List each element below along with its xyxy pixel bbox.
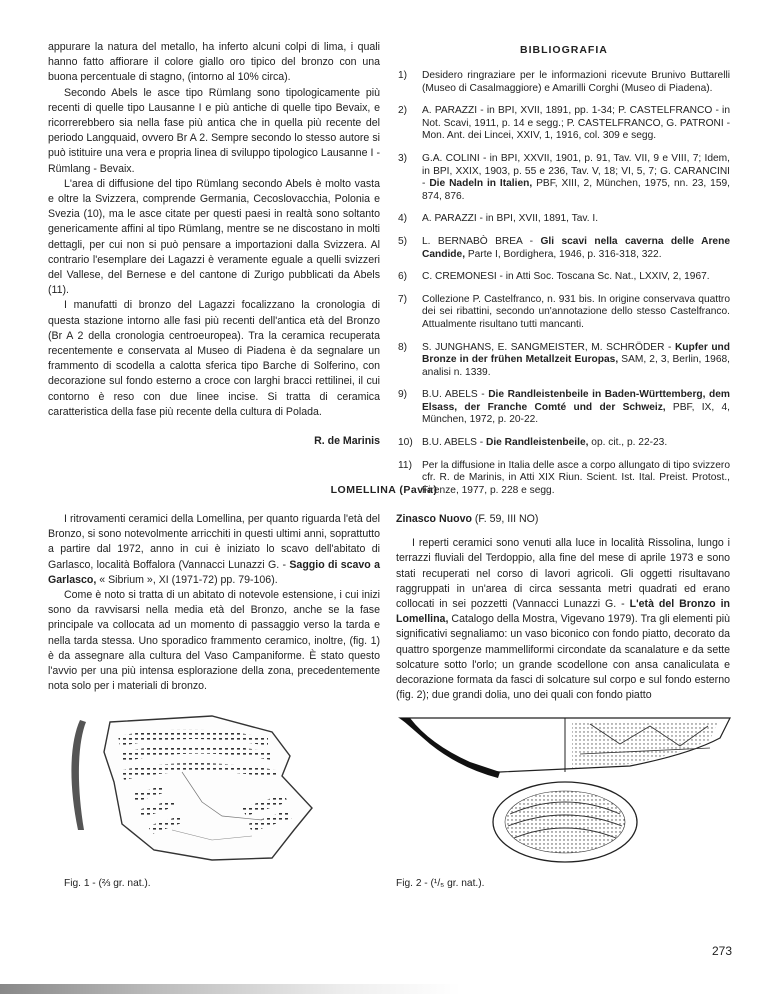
paragraph: L'area di diffusione del tipo Rümlang secondo Abels è molto vasta e oltre la Svizzera, comprende Germania, Cecoslovacchia, Polonia e Svezia (10), ma le asce citate per questi paesi in realtà sono soltanto genericamente affini al tipo Rümlang, mentre se ne discostano in molti dettagli, per cui non si può pensare a importazioni dalla Svizzera. Al contrario l'esemplare dei Lagazzi è veramente eguale a quelli svizzeri del Vallese, del Bernese e del cantone di Zurigo pubblicati da Abels (11).	[48, 177, 380, 297]
note-number: 4)	[398, 213, 408, 225]
author-signature: R. de Marinis	[314, 435, 380, 448]
paragraph: Come è noto si tratta di un abitato di notevole estensione, i cui inizi sono da ravvisarsi nella media età del Bronzo, anche se la fase principale va collocata ad un momento di passaggio verso la tarda e nella tarda stessa. Uno sporadico frammento ceramico, inoltre, (fig. 1) è da assegnare alla cultura del Vaso Campaniforme. È stato questo l'avvio per una più intensa esplorazione della zona, precedentemente nota solo per i materiali di bronzo.	[48, 589, 380, 693]
zinasco-column	[396, 512, 730, 703]
note-number: 9)	[398, 389, 408, 401]
note-text: Per la diffusione in Italia delle asce a corpo allungato di tipo svizzero cfr. R. de Marinis, in Atti XIX Riun. Scient. Ist. Ital. Preist. Protost., Firenze, 1977, p. 228 e segg.	[422, 459, 730, 496]
note-item	[398, 105, 730, 143]
figure-1-sherd	[62, 712, 380, 862]
note-number: 11)	[398, 459, 412, 471]
note-item	[398, 437, 730, 450]
paragraph: appurare la natura del metallo, ha inferto alcuni colpi di lima, i quali hanno fatto affiorare il colore giallo oro tipico del bronzo con una buona percentuale di stagno, (intorno al 10% circa).	[48, 41, 380, 84]
note-text: L. BERNABÒ BREA - Gli scavi nella caverna delle Arene Candide, Parte I, Bordighera, 1946, p. 316-318, 322.	[422, 235, 730, 260]
note-number: 10)	[398, 437, 413, 449]
note-number: 1)	[398, 70, 408, 81]
paragraph: Secondo Abels le asce tipo Rümlang sono tipologicamente più recenti di quelle tipo Lausanne I e più antiche di quelle tipo Bevaix, e ricorrerebbero sia nella fase più antica che in quella più recente del periodo Langquaid, ovvero Br A 2. Sempre secondo lo stesso autore si può istituire una vera e propria linea di sviluppo tipologico Lausanne I - Rümlang - Bevaix.	[48, 86, 380, 175]
note-text: S. JUNGHANS, E. SANGMEISTER, M. SCHRÖDER - Kupfer und Bronze in der frühen Metallzeit Europas, SAM, 2, 3, Berlin, 1968, analisi n. 1339.	[422, 341, 730, 378]
note-text: B.U. ABELS - Die Randleistenbeile in Baden-Württemberg, dem Elsass, der Franche Comté und der Schweiz, PBF, IX, 4, München, 1972, p. 20-22.	[422, 389, 730, 426]
note-item	[398, 389, 730, 427]
note-item	[398, 271, 730, 284]
subsection-heading: Zinasco Nuovo (F. 59, III NO)	[396, 513, 539, 525]
note-item	[398, 236, 730, 261]
paragraph: I manufatti di bronzo del Lagazzi focalizzano la cronologia di questa stazione intorno alle fasi più recenti dell'antica età del Bronzo (Br A 2 della cronologia centroeuropea). Tra la ceramica recuperata recentemente e conservata al Museo di Piadena è da segnalare un frammento di scodella a calotta sferica tipo Barche di Solferino, con decorazione sul fondo esterno a croce con larghi bracci rettilinei, il cui contorno è reso con due linee incise. Si tratta di ceramica caratteristica della fase più recente della cultura di Polada.	[48, 299, 380, 418]
note-text: C. CREMONESI - in Atti Soc. Toscana Sc. Nat., LXXIV, 2, 1967.	[422, 271, 710, 283]
figure-1-caption: Fig. 1 - (⅔ gr. nat.).	[64, 878, 151, 889]
note-text: Desidero ringraziare per le informazioni ricevute Brunivo Buttarelli (Museo di Casalmaggiore) e Amarilli Corghi (Museo di Piadena).	[422, 70, 730, 94]
note-number: 3)	[398, 152, 408, 164]
note-item	[398, 342, 730, 380]
figure-2-bowl	[390, 714, 740, 874]
note-number: 8)	[398, 341, 408, 353]
note-item	[398, 213, 730, 226]
note-text: B.U. ABELS - Die Randleistenbeile, op. cit., p. 22-23.	[422, 437, 668, 449]
note-item	[398, 70, 730, 95]
note-text: G.A. COLINI - in BPI, XXVII, 1901, p. 91, Tav. VII, 9 e VIII, 7; Idem, in BPI, XXIX, 1903, p. 55 e 236, Tav. V, 18; VI, 5, 7; G. CARANCINI - Die Nadeln in Italien, PBF, XIII, 2, München, 1975, nn. 23, 159, 874, 876.	[422, 152, 730, 202]
note-text: Collezione P. Castelfranco, n. 931 bis. In origine conservava quattro dei sei ribattini, secondo un'annotazione dello stesso Castelfranco. Attualmente risultano tutti mancanti.	[422, 293, 730, 330]
note-number: 2)	[398, 105, 408, 117]
note-number: 5)	[398, 235, 408, 247]
figure-2-caption: Fig. 2 - (¹/₅ gr. nat.).	[396, 878, 485, 889]
note-number: 6)	[398, 271, 408, 283]
scan-edge-bar	[0, 984, 768, 994]
bibliography-title: BIBLIOGRAFIA	[520, 44, 608, 56]
lomellina-column	[48, 512, 380, 694]
note-item	[398, 153, 730, 203]
note-text: A. PARAZZI - in BPI, XVII, 1891, pp. 1-34; P. CASTELFRANCO - in Not. Scavi, 1911, p. 14 e segg.; P. CASTELFRANCO, G. PATRONI - Mon. Ant. dei Lincei, XXIV, 1, 1916, col. 309 e segg.	[422, 105, 730, 142]
paragraph: I ritrovamenti ceramici della Lomellina, per quanto riguarda l'età del Bronzo, si sono notevolmente arricchiti in questi ultimi anni, soprattutto a partire dal 1972, anno in cui è iniziato lo scavo dell'abitato di Garlasco, località Boffalora (Vannacci Lunazzi G. - Saggio di scavo a Garlasco, « Sibrium », XI (1971-72) pp. 79-106).	[48, 513, 380, 586]
section-title: LOMELLINA (Pavia)	[330, 484, 438, 496]
page-number: 273	[711, 944, 732, 958]
note-text: A. PARAZZI - in BPI, XVII, 1891, Tav. I.	[422, 213, 599, 225]
left-top-column	[48, 40, 380, 449]
note-item	[398, 294, 730, 332]
note-number: 7)	[398, 293, 408, 305]
paragraph: I reperti ceramici sono venuti alla luce in località Rissolina, lungo i terrazzi fluviali del Terdoppio, alla fine del mese di aprile 1973 e sono stati recuperati nel corso di lavori agricoli. Gli oggetti risultavano raggruppati in un'area di circa sessanta metri quadrati ed erano collocati in sei pozzetti (Vannacci Lunazzi G. - L'età del Bronzo in Lomellina, Catalogo della Mostra, Vigevano 1979). Tra gli elementi più significativi segnaliamo: un vaso biconico con fondo piatto, decorato da quattro sporgenze mammelliformi circondate da scanalature e da sette solcature sotto l'orlo; un grande scodellone con ansa canaliculata e decorazione formata da fasci di solcature sul corpo e sul fondo esterno (fig. 2); due grandi dolia, uno dei quali con fondo piatto	[396, 537, 730, 702]
bibliography-notes	[398, 70, 730, 507]
